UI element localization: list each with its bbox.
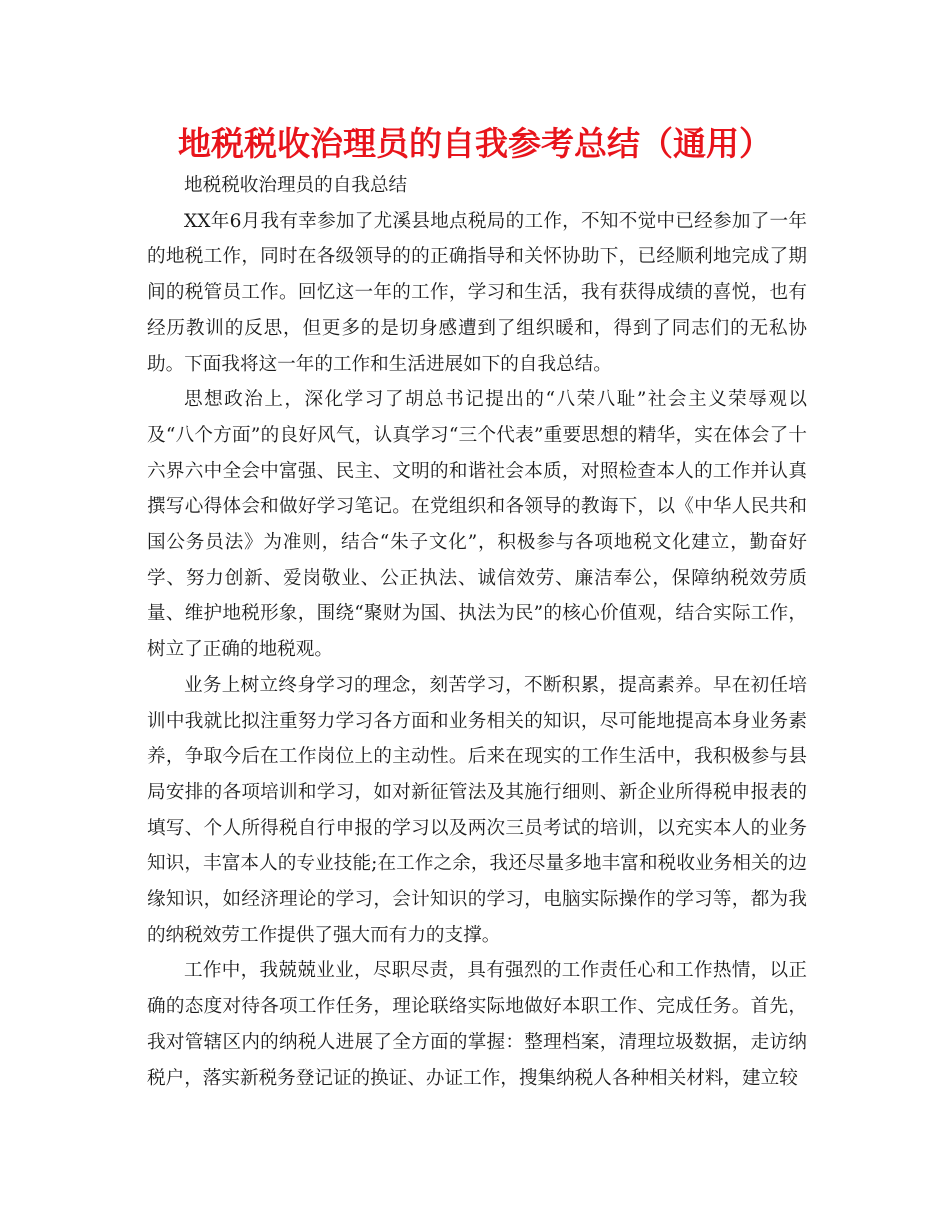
paragraph-1: XX年6月我有幸参加了尤溪县地点税局的工作，不知不觉中已经参加了一年的地税工作，同时在各级领导的的正确指导和关怀协助下，已经顺利地完成了期间的税管员工作。回忆这一年的工作，学习和生活，我有获得成绩的喜悦，也有经历教训的反思，但更多的是切身感遭到了组织暖和，得到了同志们的无私协助。下面我将这一年的工作和生活进展如下的自我总结。 [147,210,807,375]
paragraph-3: 业务上树立终身学习的理念，刻苦学习，不断积累，提高素养。早在初任培训中我就比拟注重努力学习各方面和业务相关的知识，尽可能地提高本身业务素养，争取今后在工作岗位上的主动性。后来在现实的工作生活中，我积极参与县局安排的各项培训和学习，如对新征管法及其施行细则、新企业所得税申报表的填写、个人所得税自行申报的学习以及两次三员考试的培训，以充实本人的业务知识，丰富本人的专业技能;在工作之余，我还尽量多地丰富和税收业务相关的边缘知识，如经济理论的学习，会计知识的学习，电脑实际操作的学习等，都为我的纳税效劳工作提供了强大而有力的支撑。 [147,674,807,946]
paragraph-4: 工作中，我兢兢业业，尽职尽责，具有强烈的工作责任心和工作热情，以正确的态度对待各项工作任务，理论联络实际地做好本职工作、完成任务。首先，我对管辖区内的纳税人进展了全方面的掌握：整理档案，清理垃圾数据，走访纳税户，落实新税务登记证的换证、办证工作，搜集纳税人各种相关材料，建立较 [147,960,807,1089]
document-subtitle: 地税税收治理员的自我总结 [184,175,408,196]
document-title: 地税税收治理员的自我参考总结（通用） [178,124,772,163]
document-body [147,168,807,1096]
paragraph-2: 思想政治上，深化学习了胡总书记提出的“八荣八耻”社会主义荣辱观以及“八个方面”的良好风气，认真学习“三个代表”重要思想的精华，实在体会了十六界六中全会中富强、民主、文明的和谐社会本质，对照检查本人的工作并认真撰写心得体会和做好学习笔记。在党组织和各领导的教诲下，以《中华人民共和国公务员法》为准则，结合“朱子文化”，积极参与各项地税文化建立，勤奋好学、努力创新、爱岗敬业、公正执法、诚信效劳、廉洁奉公，保障纳税效劳质量、维护地税形象，围绕“聚财为国、执法为民”的核心价值观，结合实际工作，树立了正确的地税观。 [147,389,807,661]
